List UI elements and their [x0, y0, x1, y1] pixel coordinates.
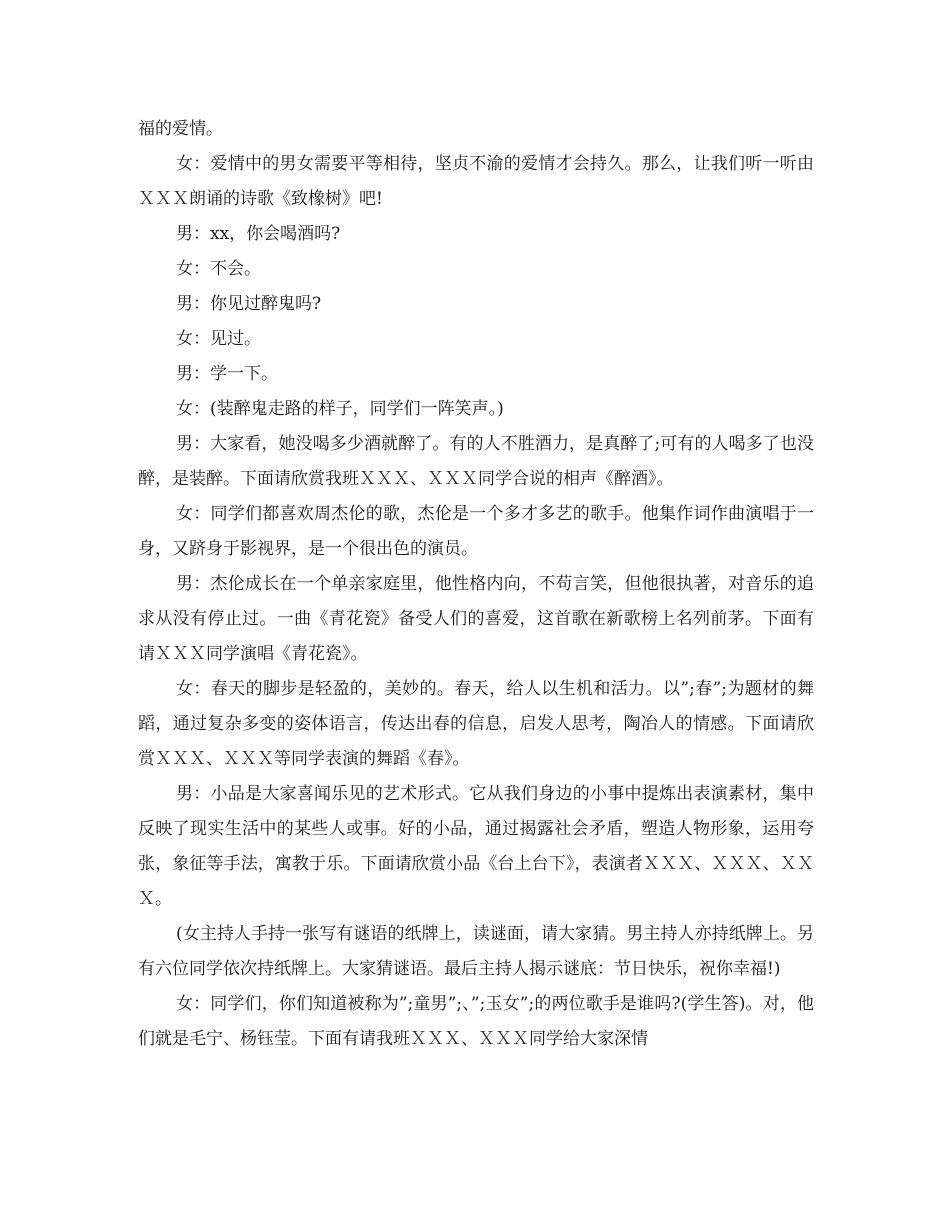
paragraph: 男：杰伦成长在一个单亲家庭里，他性格内向，不苟言笑，但他很执著，对音乐的追求从没有停止过。一曲《青花瓷》备受人们的喜爱，这首歌在新歌榜上名列前茅。下面有请ＸＸＸ同学演唱《青花瓷》。	[138, 574, 814, 664]
paragraph: 男：学一下。	[176, 364, 278, 384]
paragraph: 男：小品是大家喜闻乐见的艺术形式。它从我们身边的小事中提炼出表演素材，集中反映了现实生活中的某些人或事。好的小品，通过揭露社会矛盾，塑造人物形象，运用夸张，象征等手法，寓教于乐。下面请欣赏小品《台上台下》，表演者ＸＸＸ、ＸＸＸ、ＸＸＸ。	[138, 784, 814, 909]
stage-direction-paragraph: (女主持人手持一张写有谜语的纸牌上，读谜面，请大家猜。男主持人亦持纸牌上。另有六位同学依次持纸牌上。大家猜谜语。最后主持人揭示谜底：节日快乐，祝你幸福!)	[138, 924, 814, 979]
paragraph: 女：春天的脚步是轻盈的，美妙的。春天，给人以生机和活力。以”;春”;为题材的舞蹈，通过复杂多变的姿体语言，传达出春的信息，启发人思考，陶冶人的情感。下面请欣赏ＸＸＸ、ＸＸＸ等同学表演的舞蹈《春》。	[138, 679, 814, 769]
paragraph: 女：见过。	[176, 329, 261, 349]
paragraph: 男：你见过醉鬼吗?	[176, 294, 322, 314]
paragraph-continuation: 福的爱情。	[138, 119, 223, 139]
paragraph: 女：爱情中的男女需要平等相待，坚贞不渝的爱情才会持久。那么，让我们听一听由ＸＸＸ朗诵的诗歌《致橡树》吧!	[138, 154, 814, 209]
document-body	[138, 112, 814, 1057]
paragraph: 男：大家看，她没喝多少酒就醉了。有的人不胜酒力，是真醉了;可有的人喝多了也没醉，是装醉。下面请欣赏我班ＸＸＸ、ＸＸＸ同学合说的相声《醉酒》。	[138, 434, 814, 489]
paragraph: 女：同学们都喜欢周杰伦的歌，杰伦是一个多才多艺的歌手。他集作词作曲演唱于一身，又跻身于影视界，是一个很出色的演员。	[138, 504, 814, 559]
paragraph: 女：不会。	[176, 259, 261, 279]
paragraph: 女：同学们，你们知道被称为”;童男”;、”;玉女”;的两位歌手是谁吗?(学生答)。对，他们就是毛宁、杨钰莹。下面有请我班ＸＸＸ、ＸＸＸ同学给大家深情	[138, 994, 814, 1049]
paragraph: 女：(装醉鬼走路的样子，同学们一阵笑声。)	[176, 399, 504, 419]
paragraph: 男：xx，你会喝酒吗?	[176, 224, 341, 244]
